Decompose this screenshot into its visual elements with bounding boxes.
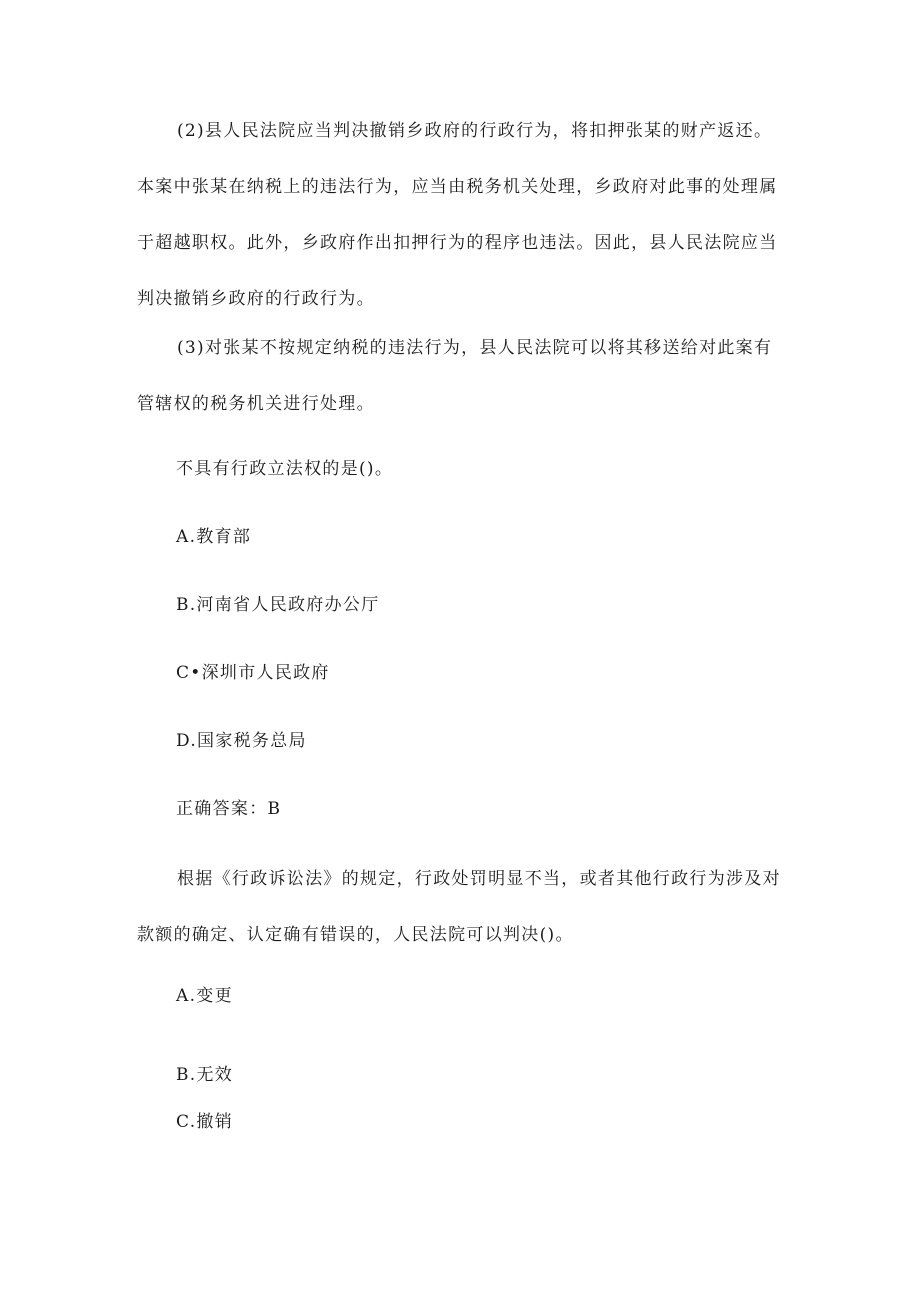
paragraph-ruling-revoke: (2)县人民法院应当判决撤销乡政府的行政行为，将扣押张某的财产返还。本案中张某在纳税上的违法行为，应当由税务机关处理，乡政府对此事的处理属于超越职权。此外，乡政府作出扣押行为的程序也违法。因此，县人民法院应当判决撤销乡政府的行政行为。 xyxy=(137,121,778,309)
question-2-option-b: B.无效 xyxy=(176,1065,234,1085)
question-2-option-a: A.变更 xyxy=(176,986,233,1006)
paragraph-transfer-tax-authority: (3)对张某不按规定纳税的违法行为，县人民法院可以将其移送给对此案有管辖权的税务机关进行处理。 xyxy=(137,338,773,414)
question-2-stem: 根据《行政诉讼法》的规定，行政处罚明显不当，或者其他行政行为涉及对款额的确定、认定确有错误的，人民法院可以判决()。 xyxy=(137,869,781,945)
question-1-option-a: A.教育部 xyxy=(176,527,252,547)
question-1-stem: 不具有行政立法权的是()。 xyxy=(176,459,394,479)
question-1-option-c: C•深圳市人民政府 xyxy=(176,663,330,683)
question-2-option-c: C.撤销 xyxy=(176,1112,234,1132)
question-1-option-b: B.河南省人民政府办公厅 xyxy=(176,595,380,615)
question-1-option-d: D.国家税务总局 xyxy=(176,731,307,751)
question-1-answer: 正确答案：B xyxy=(176,799,282,819)
